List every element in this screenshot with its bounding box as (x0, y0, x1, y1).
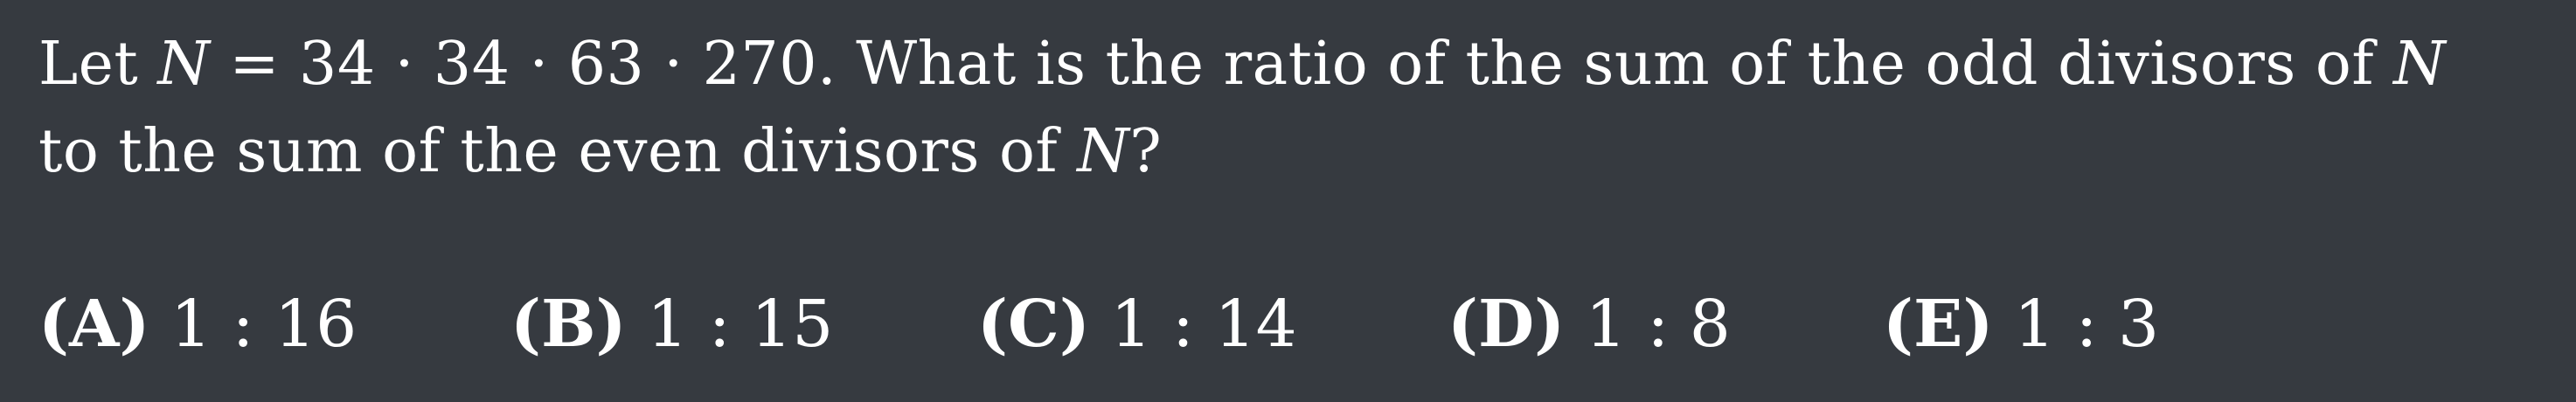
line1-expression: = 34 · 34 · 63 · 270. What is the ratio of the sum of the odd divisors of (210, 30, 2394, 99)
choice-d[interactable] (1448, 287, 1731, 362)
choice-value: 1 : 15 (647, 287, 834, 362)
line2-suffix: ? (1129, 117, 1163, 186)
choice-c[interactable] (977, 287, 1297, 362)
choice-value: 1 : 16 (170, 287, 358, 362)
variable-n: N (2393, 30, 2447, 99)
problem-statement-line-1 (38, 30, 2447, 99)
choice-value: 1 : 14 (1110, 287, 1297, 362)
choice-value: 1 : 8 (1585, 287, 1731, 362)
variable-n: N (1077, 117, 1130, 186)
line1-prefix: Let (38, 30, 158, 99)
choice-letter: (A) (38, 287, 150, 362)
choice-a[interactable] (38, 287, 358, 362)
choice-e[interactable] (1883, 287, 2160, 362)
choice-letter: (B) (510, 287, 627, 362)
choice-b[interactable] (510, 287, 834, 362)
choice-letter: (E) (1883, 287, 1994, 362)
choice-value: 1 : 3 (2013, 287, 2160, 362)
choice-letter: (C) (977, 287, 1090, 362)
problem-statement-line-2 (38, 117, 1163, 186)
variable-n: N (157, 30, 211, 99)
choice-letter: (D) (1448, 287, 1566, 362)
line2-prefix: to the sum of the even divisors of (38, 117, 1078, 186)
